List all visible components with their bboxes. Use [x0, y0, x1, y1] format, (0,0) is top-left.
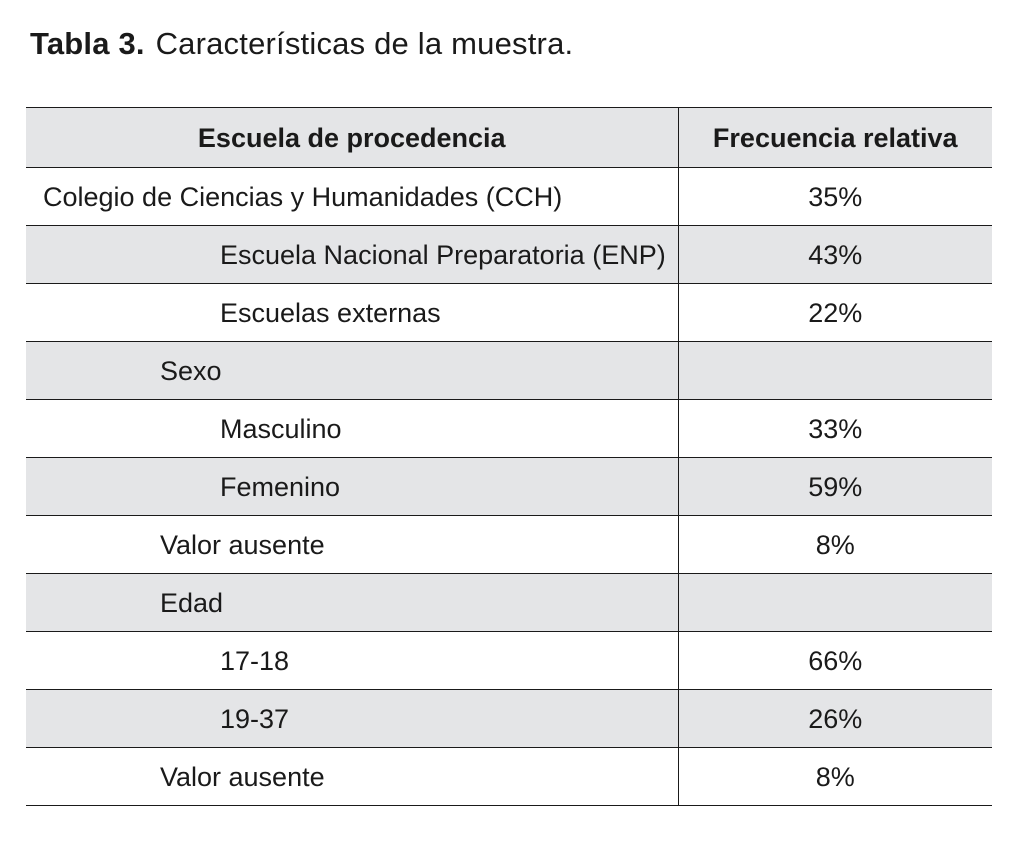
table-caption [30, 22, 573, 66]
row-label: Colegio de Ciencias y Humanidades (CCH) [26, 168, 678, 226]
row-value: 8% [678, 516, 992, 574]
row-label: Escuelas externas [26, 284, 678, 342]
table-title: Características de la muestra. [155, 26, 574, 61]
row-label: Masculino [26, 400, 678, 458]
row-label: 19-37 [26, 690, 678, 748]
table-number: Tabla 3. [30, 26, 145, 61]
sample-characteristics-table [26, 107, 992, 806]
table-row [26, 400, 992, 458]
row-value [678, 574, 992, 632]
table-row [26, 342, 992, 400]
row-value: 8% [678, 748, 992, 806]
column-header-school: Escuela de procedencia [26, 108, 678, 168]
row-label: Escuela Nacional Preparatoria (ENP) [26, 226, 678, 284]
column-header-frequency: Frecuencia relativa [678, 108, 992, 168]
row-label: 17-18 [26, 632, 678, 690]
row-value: 26% [678, 690, 992, 748]
table-row [26, 690, 992, 748]
table-row [26, 632, 992, 690]
table-row [26, 284, 992, 342]
row-value: 33% [678, 400, 992, 458]
table-row [26, 516, 992, 574]
row-label: Edad [26, 574, 678, 632]
row-value: 66% [678, 632, 992, 690]
table-row [26, 458, 992, 516]
table-row [26, 574, 992, 632]
table-header-row [26, 108, 992, 168]
row-label: Sexo [26, 342, 678, 400]
row-value: 43% [678, 226, 992, 284]
row-label: Femenino [26, 458, 678, 516]
row-value: 35% [678, 168, 992, 226]
table-row [26, 226, 992, 284]
row-value [678, 342, 992, 400]
row-value: 22% [678, 284, 992, 342]
row-label: Valor ausente [26, 516, 678, 574]
table-row [26, 168, 992, 226]
row-value: 59% [678, 458, 992, 516]
table-row [26, 748, 992, 806]
table-body [26, 168, 992, 806]
row-label: Valor ausente [26, 748, 678, 806]
